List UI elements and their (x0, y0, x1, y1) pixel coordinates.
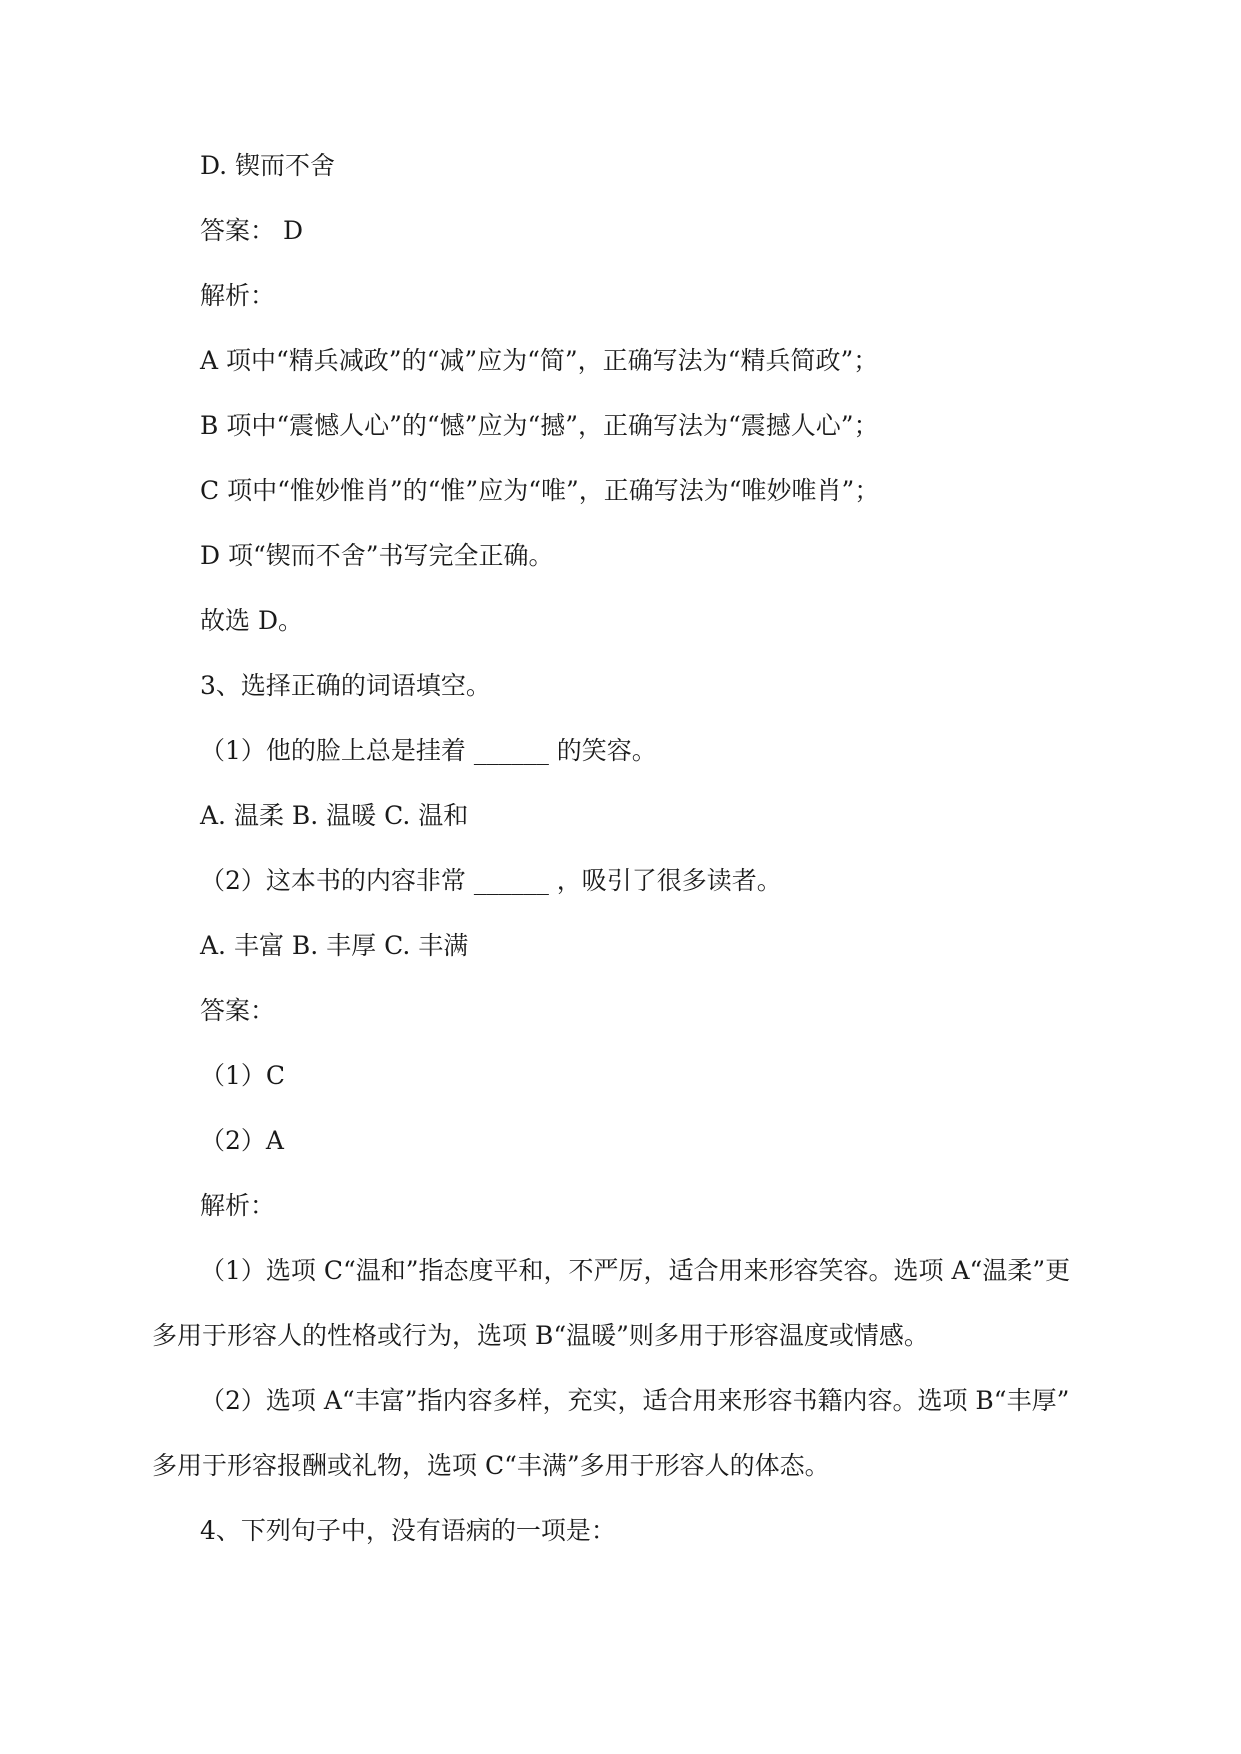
question-3-sub2-options: A. 丰富 B. 丰厚 C. 丰满 (200, 931, 469, 960)
question-4-title: 4、下列句子中，没有语病的一项是： (200, 1516, 616, 1545)
conclusion-q2: 故选 D。 (200, 606, 303, 635)
analysis-line-a: A 项中“精兵减政”的“减”应为“简”，正确写法为“精兵简政”； (200, 346, 879, 375)
analysis-label-q3: 解析： (200, 1191, 276, 1220)
analysis-q3-2-line1: （2）选项 A“丰富”指内容多样，充实，适合用来形容书籍内容。选项 B“丰厚” (200, 1386, 1070, 1415)
question-3-sub1: （1）他的脸上总是挂着 ______ 的笑容。 (200, 736, 657, 765)
answer-q3-2: （2）A (200, 1126, 284, 1155)
analysis-line-d: D 项“锲而不舍”书写完全正确。 (200, 541, 554, 570)
analysis-q3-2-line2: 多用于形容报酬或礼物，选项 C“丰满”多用于形容人的体态。 (152, 1451, 830, 1480)
option-d: D. 锲而不舍 (200, 151, 336, 180)
question-3-sub1-options: A. 温柔 B. 温暖 C. 温和 (200, 801, 469, 830)
analysis-q3-1-line1: （1）选项 C“温和”指态度平和，不严厉，适合用来形容笑容。选项 A“温柔”更 (200, 1256, 1071, 1285)
question-3-sub2: （2）这本书的内容非常 ______ ，吸引了很多读者。 (200, 866, 782, 895)
analysis-line-b: B 项中“震憾人心”的“憾”应为“撼”，正确写法为“震撼人心”； (200, 411, 879, 440)
analysis-q3-1-line2: 多用于形容人的性格或行为，选项 B“温暖”则多用于形容温度或情感。 (152, 1321, 929, 1350)
analysis-line-c: C 项中“惟妙惟肖”的“惟”应为“唯”，正确写法为“唯妙唯肖”； (200, 476, 880, 505)
answer-label-q3: 答案： (200, 996, 276, 1025)
question-3-title: 3、选择正确的词语填空。 (200, 671, 491, 700)
analysis-label-q2: 解析： (200, 281, 276, 310)
answer-q3-1: （1）C (200, 1061, 286, 1090)
answer-q2: 答案： D (200, 216, 303, 245)
